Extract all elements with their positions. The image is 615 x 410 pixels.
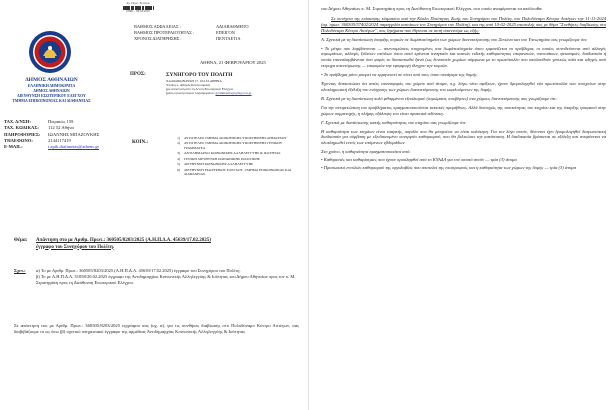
cc-item xyxy=(166,162,302,166)
recipient-unit: Υπόψη κ. Αθηνάς Κουτρουμάνη xyxy=(166,82,211,87)
cc-item xyxy=(166,157,302,161)
paragraph: Β. Σχετικά με τη διαπίστωση πολύ φθαρμένου εξοπλισμού (στρώματα, κουβέρτες) στα χώρους διανυκτέρευσης σας γνωρίζουμε ότι: xyxy=(321,95,558,101)
cc-number: 5) xyxy=(177,162,180,167)
subject-text-cont: έγγραφο του Συνηγόρου του Πολίτη. xyxy=(36,244,115,250)
classification-key: ΒΑΘΜΟΣ ΠΡΟΤΕΡΑΙΟΤΗΤΑΣ : xyxy=(134,30,195,35)
letter-page-1 xyxy=(0,0,307,410)
recipient-email-link[interactable]: grammateia@synigoros.gr xyxy=(215,91,252,96)
recipient-block xyxy=(166,72,306,96)
recipient-note: (μέσω ηλεκτρονικού ταχυδρομείου: xyxy=(166,91,216,96)
paragraph: Για την αντιμετώπιση του προβλήματος πραγματοποιούνται τακτικές προμήθειες. Αλλά δυστυχώς της τοπικότητας του κτηρίου και της ύπαρξης τροφικού στην χώρων συμμετοχής, η πλήρης εξάλειψη του είναι πρακτικά αδύνατη. xyxy=(321,104,606,116)
contact-key: E-MAIL: xyxy=(4,144,23,150)
paragraph: Έχοντας διαπιστώσει ότι αιτίες επαναφοράς του χώρου από άτομα, π.χ. λόγω νέου αφίξεων, έχουν δρομολογηθεί νέα πρωτόκολλα των στοιχείων στην ολοκληρωτική έξέλιξη του ενίσχυσης των χώρων διανυκτέρευσης του ωφελούμενων της δομής. xyxy=(321,81,606,92)
cc-item xyxy=(166,136,302,140)
org-line: ΤΜΗΜΑ ΕΠΙΚΟΙΝΩΝΙΑΣ ΚΑΙ ΔΙΑΦΑΝΕΙΑΣ xyxy=(12,98,91,103)
org-line: ΔΗΜΟΣ ΑΘΗΝΑΙΩΝ xyxy=(33,88,70,93)
org-line: ΔΙΕΥΘΥΝΣΗ ΕΣΩΤΕΡΙΚΟΥ ΕΛΕΓΧΟΥ xyxy=(17,93,86,98)
cc-label: ΚΟΙΝ.: xyxy=(132,140,149,145)
paragraph xyxy=(321,16,606,34)
paragraph: Α. Σχετικά με τη διαπίστωση ύπαρξης κοριών σε δωμάτια/σημεία των χώρων διανυκτέρευσης του Ξενώνα και του Υπνωτηρίου σας γνωρίζουμε ότι: xyxy=(321,36,588,42)
cc-text: ΓΕΝΙΚΗ ΔΙΕΥΘΥΝΣΗ ΚΟΙΝΩΝΙΚΗΣ ΠΟΛΙΤΙΚΗΣ xyxy=(184,156,260,161)
bullet-item: • Προσωπικό εντολών καθαρισμού της εργολαβίας που αποτελεί της επιστροφούς και η καθαριότητα των χώρων της δομής — τρία (3) άτομα xyxy=(321,165,577,171)
cc-text: ΔΙΕΥΘΥΝΣΗ ΚΟΙΝΩΝΙΚΗΣ ΑΛΛΗΛΕΓΓΥΗΣ xyxy=(184,162,254,167)
subject-label: Θέμα: xyxy=(14,238,28,243)
cc-item xyxy=(166,151,302,155)
classification-value: ΕΠΕΙΓΟΝ xyxy=(216,30,235,35)
bullet-item: • Το μέτρο που λαμβάνονται — απεντομώσεις στοχευμένες στα δωμάτια/σημεία όπου εμφανίζεται το πρόβλημα, οι οποίες συνοδεύονται από αλλαγές στρωμάτων, αλλαγές ξύλινων επίπλων όπου αυτό κρίνεται αναγκαίο και καινών ειδικής καθαριότητας επιφανειών, υπνοσάκων, ψεκασμών, διαδικασία ή οποία επαναλαμβάνεται όσο φορές το διαπιστωθεί ξανά (ως δυναστείν χωρίων σύμφωνα με το πρωτόκολλο που ακολουθούν γενικώς πάλι και οδηγός από ετεροχα απεντόμωσης — επιφορών την εφαρμογή έλεγχου την κοριών. xyxy=(321,45,606,69)
contact-email-link[interactable]: i.apik.diafaneias@athens.gr xyxy=(48,144,100,150)
cc-item xyxy=(166,168,302,177)
contact-value: ΙΩΑΝΝΗΣ ΜΠΑΖΟΥΚΗΣ xyxy=(48,131,100,137)
contact-value: 112 52 Αθήνα xyxy=(48,125,74,131)
protocol-stamp xyxy=(112,2,164,14)
athens-logo-icon xyxy=(28,30,72,74)
stamp-number: 01881 - 06/03/2025 xyxy=(126,9,150,14)
body-text xyxy=(321,6,606,171)
recipient-title: ΣΥΝΗΓΟΡΟ ΤΟΥ ΠΟΛΙΤΗ xyxy=(166,72,233,78)
references-block xyxy=(14,268,299,286)
reply-paragraph: Σε απάντηση του με Αριθμ. Πρωτ.: 360505/8203/2025 εγγράφου σας (σχ. α), για τις συνθήκες διαβίωσης στο Πολυδύναμο Κέντρο Αστέγων, σας διαβιβάζουμε το ως άνω (β) σχετικό υπηρεσιακό έγγραφο της αρμόδιας Αντιδημαρχίας Κοινωνικής Αλληλεγγύης & Ισότητας xyxy=(14,323,299,335)
contact-block xyxy=(4,119,134,150)
contact-key: ΤΗΛΕΦΩΝΟ: xyxy=(4,137,33,143)
paragraph: Στο χρόνο, η καθαριότητα πραγματοποιείται από: xyxy=(321,149,411,155)
cc-item xyxy=(166,141,302,150)
reference-item: α) Το με Αριθμ. Πρωτ.: 360505/8203/2025 (Α.Η.Π.Δ.Α. 45639/17.02.2025) έγγραφο του Συνηγόρου του Πολίτη. xyxy=(36,268,241,273)
subject-block xyxy=(14,238,299,251)
organization-header xyxy=(4,77,99,104)
cc-text: ΑΥΤΟΤΕΛΕΣ ΤΜΗΜΑ ΔΙΟΙΚΗΤΙΚΗΣ ΥΠΟΣΤΗΡΙΞΗΣ ΓΕΝΙΚΟΥ ΓΡΑΜΜΑΤΕΑ xyxy=(184,141,283,150)
bullet-item: • Καθαριστές και καθαρίστριες που έχουν προσληφθεί από το ΚΥΑΔΑ για τον σκοπό αυτόν — τρία (3) άτομα xyxy=(321,157,517,163)
stamp-header: Αρ. Πρωτ. Εισόδου xyxy=(126,1,150,5)
cc-number: 2) xyxy=(177,141,180,146)
cc-text: ΑΝΤΙΔΗΜΑΡΧΟ ΚΟΙΝΩΝΙΚΗΣ ΑΛΛΗΛΕΓΓΥΗΣ & ΙΣΟΤΗΤΑΣ xyxy=(184,151,281,156)
contact-value: Πειραιώς 159 xyxy=(48,119,74,124)
cc-number: 3) xyxy=(177,151,180,156)
org-logo-text: ΔΗΜΟΣ ΑΘΗΝΑΙΩΝ xyxy=(25,77,78,83)
letter-date: ΑΘΗΝΑ, 21 ΦΕΒΡΟΥΑΡΙΟΥ 2025 xyxy=(200,60,266,65)
recipient-label: ΠΡΟΣ: xyxy=(130,72,146,77)
contact-value: 2144117419 xyxy=(48,137,71,143)
cc-text: ΔΙΕΥΘΥΝΣΗ ΕΣΩΤΕΡΙΚΟΥ ΕΛΕΓΧΟΥ -ΤΜΗΜΑ ΕΠΙΚΟΙΝΩΝΙΑΣ ΚΑΙ ΔΙΑΦΑΝΕΙΑΣ xyxy=(184,167,292,177)
recipient-address: ΧΑΛΚΟΚΟΝΔΥΛΗ 17, 104 32 ΑΘΗΝΑ xyxy=(166,78,222,83)
paragraph: του Δήμου Αθηναίων κ. Μ. Στρατηγάκη προς τη Διεύθυνση Εσωτερικού Ελέγχου, στο οποίο αναφέρονται τα ακόλουθα: xyxy=(321,6,543,11)
contact-key: ΠΛΗΡΟΦΟΡΙΕΣ: xyxy=(4,131,41,137)
classification-row xyxy=(134,36,306,42)
paragraph: Γ. Σχετικά με διαπίστωσης κακής καθαριότητας του κτηρίου σας γνωρίζουμε ότι: xyxy=(321,119,467,125)
reference-item: β) Το με Α.Η.Π.Δ.Α. 51058/20.02.2025 έγγραφο της Αντιδημαρχίας Κοινωνικής Αλληλεγγύης & Ισότητας του Δήμου Αθηναίων προς τον κ. Μ. Στρατηγάκη προς τη Διεύθυνση Εσωτερικού Ελέγχου. xyxy=(36,273,296,285)
recipient-note: (με αποστολή από τη Δ/νση Εσωτερικού Ελέγχου xyxy=(166,87,234,92)
classification-block xyxy=(134,24,306,42)
contact-row xyxy=(4,144,134,150)
paragraph-text: Σε συνέχεια της επίσκεψης κλιμακίου από την Κύκλο Ποιότητας Ζωής του Συνηγόρου του Πολίτη, στο Πολυδύναμο Κέντρο Αστέγων την 11-11-2024 (αρ. πρωτ. 360505/57402/2024 παραγγελία κατοίκων του Συνηγόρου του Πολίτη), και της από 10-02-2025 επιστολής σας με θέμα "Συνθήκες διαβίωσης στο Πολυδύναμο Κέντρο Αστέγων", σας ζητήματα που θίγονται σε αυτή απαντούμε ως εξής: xyxy=(321,15,606,33)
cc-number: 1) xyxy=(177,136,180,140)
classification-key: ΧΡΟΝΟΣ ΔΙΑΤΗΡΗΣΗΣ : xyxy=(134,36,182,41)
references-label: Σχετ.: xyxy=(14,268,26,273)
contact-key: ΤΑΧ. Δ/ΝΣΗ: xyxy=(4,119,31,124)
paragraph: Η καθαριότητα των κτηρίων είναι επαρκής, παρόλο που θα μπορούσε να είναι καλύτερη. Για τον λόγο αυτόν, δίνονται έχει δρομολογηθεί διαγωνιστική διαδικασία για σύμβαση με εξειδικευμένο συνεργείο καθαρισμού, που θα βελτιώσει την κατάσταση. Η διαδικασία βρίσκεται σε εξέλιξη και αναμένεται να ολοκληρωθεί εντός των επόμενων εβδομάδων. xyxy=(321,128,606,146)
cc-number: 6) xyxy=(177,167,180,172)
cc-text: ΑΥΤΟΤΕΛΕΣ ΤΜΗΜΑ ΔΙΟΙΚΗΤΙΚΗΣ ΥΠΟΣΤΗΡΙΞΗΣ ΔΗΜΑΡΧΟΥ xyxy=(184,136,287,140)
subject-text: Απάντηση στο με Αριθμ. Πρωτ.: 360505/8203/2025 (Α.Η.Π.Δ.Α. 45639/17.02.2025) xyxy=(36,238,211,243)
cc-list xyxy=(166,136,302,178)
classification-value: ΠΕΝΤΑΕΤΙΑ xyxy=(216,36,241,41)
classification-value: ΑΔΙΑΒΑΘΜΗΤΟ xyxy=(216,24,249,29)
letter-page-2 xyxy=(308,0,615,410)
cc-number: 4) xyxy=(177,156,180,161)
org-line: ΕΛΛΗΝΙΚΗ ΔΗΜΟΚΡΑΤΙΑ xyxy=(27,83,76,88)
contact-key: ΤΑΧ. ΚΩΔΙΚΑΣ: xyxy=(4,125,39,131)
bullet-item: • Το πρόβλημα μόνο μπορεί να ερμηνευτεί σε πίνει από τους όπου συνάγαμε της δομής. xyxy=(321,72,478,78)
classification-key: ΒΑΘΜΟΣ ΑΣΦΑΛΕΙΑΣ : xyxy=(134,24,181,29)
